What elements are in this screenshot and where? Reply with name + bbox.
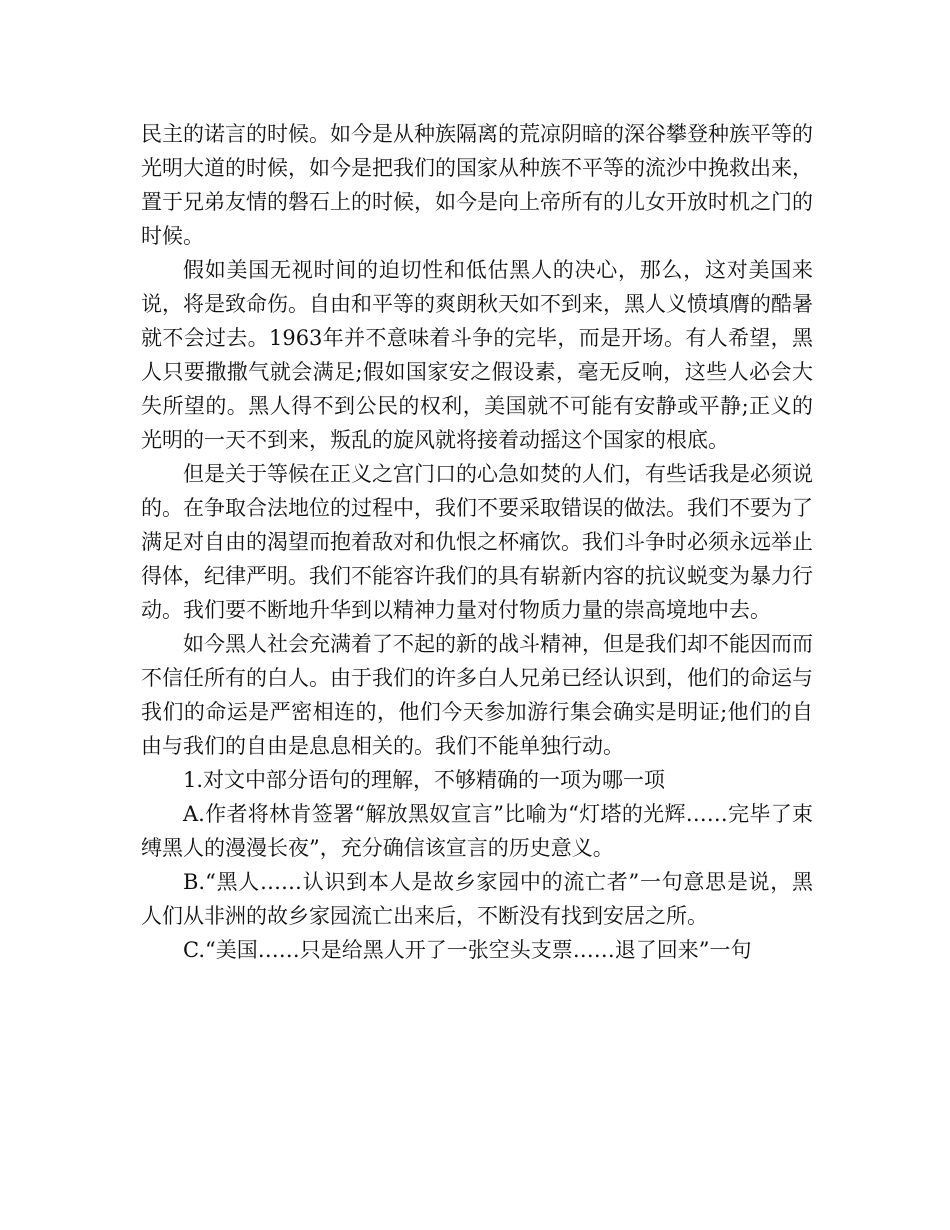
paragraph-deadline: 假如美国无视时间的迫切性和低估黑人的决心，那么，这对美国来说，将是致命伤。自由和平等的爽朗秋天如不到来，黑人义愤填膺的酷暑就不会过去。1963年并不意味着斗争的完毕，而是开场。有人希望，黑人只要撒撒气就会满足;假如国家安之假设素，毫无反响，这些人必会大失所望的。黑人得不到公民的权利，美国就不可能有安静或平静;正义的光明的一天不到来，叛乱的旋风就将接着动摇这个国家的根底。 — [141, 258, 813, 452]
option-b: B.“黑人……认识到本人是故乡家园中的流亡者”一句意思是说，黑人们从非洲的故乡家园流亡出来后，不断没有找到安居之所。 — [141, 870, 813, 928]
option-c: C.“美国……只是给黑人开了一张空头支票……退了回来”一句 — [183, 938, 752, 962]
paragraph-justice-gate: 但是关于等候在正义之宫门口的心急如焚的人们，有些话我是必须说的。在争取合法地位的过程中，我们不要采取错误的做法。我们不要为了满足对自由的渴望而抱着敌对和仇恨之杯痛饮。我们斗争时必须永远举止得体，纪律严明。我们不能容许我们的具有崭新内容的抗议蜕变为暴力行动。我们要不断地升华到以精神力量对付物质力量的崇高境地中去。 — [141, 462, 813, 622]
document-body — [141, 117, 813, 967]
option-a: A.作者将林肯签署“解放黑奴宣言”比喻为“灯塔的光辉……完毕了束缚黑人的漫漫长夜”，充分确信该宣言的历史意义。 — [141, 802, 813, 860]
question-stem: 1.对文中部分语句的理解，不够精确的一项为哪一项 — [183, 768, 666, 792]
paragraph-fighting-spirit: 如今黑人社会充满着了不起的新的战斗精神，但是我们却不能因而而不信任所有的白人。由于我们的许多白人兄弟已经认识到，他们的命运与我们的命运是严密相连的，他们今天参加游行集会确实是明证;他们的自由与我们的自由是息息相关的。我们不能单独行动。 — [141, 632, 813, 758]
paragraph-continuation: 民主的诺言的时候。如今是从种族隔离的荒凉阴暗的深谷攀登种族平等的光明大道的时候，如今是把我们的国家从种族不平等的流沙中挽救出来，置于兄弟友情的磐石上的时候，如今是向上帝所有的儿女开放时机之门的时候。 — [141, 122, 813, 248]
